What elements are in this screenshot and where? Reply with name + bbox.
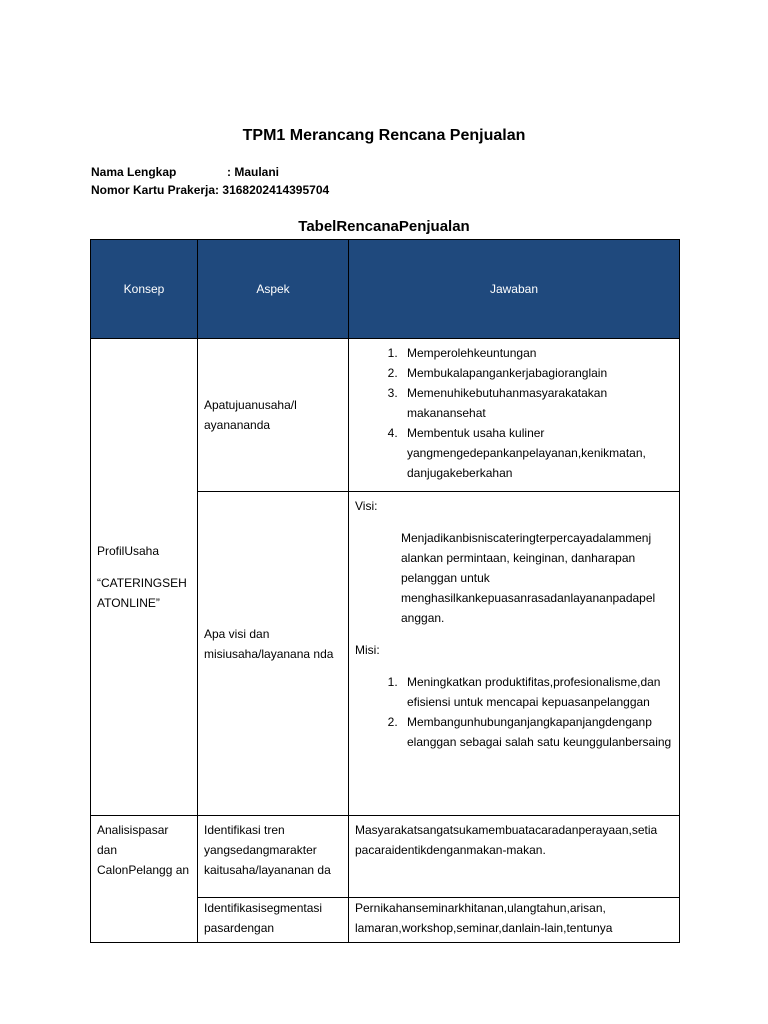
sales-plan-table [90,239,680,943]
konsep-analisis-cell [91,816,198,943]
visi-label: Visi: [355,499,378,513]
konsep-profil-cell [91,339,198,816]
card-number-label: Nomor Kartu Prakerja: [91,183,220,197]
list-item: 1. Memperolehkeuntungan [401,343,673,363]
konsep-analisis-text: Analisispasar dan CalonPelangg an [97,823,190,877]
table-row [91,816,680,898]
konsep-profil-name: “CATERINGSEH ATONLINE” [97,576,187,610]
visi-text: Menjadikanbisniscateringterpercayadalammenj alankan permintaan, keinginan, danharapan pelanggan untuk menghasilkankepuasanrasadanlayananpadapel anggan. [401,531,656,625]
list-item: 2. Membangunhubunganjangkapanjangdenganp elanggan sebagai salah satu keunggulanbersaing [401,712,673,752]
misi-label: Misi: [355,643,380,657]
jawaban-tren-text: Masyarakatsangatsukamembuatacaradanperayaan,setia pacaraidentikdenganmakan-makan. [355,823,658,857]
jawaban-segmen-cell [349,898,680,943]
card-number-value: 3168202414395704 [222,183,330,197]
aspek-tren-text: Identifikasi tren yangsedangmarakter kaitusaha/layananan da [204,823,331,877]
misi-list [355,672,673,752]
document-title: TPM1 Merancang Rencana Penjualan [242,127,526,144]
jawaban-visi-misi-cell [349,492,680,816]
jawaban-tren-cell [349,816,680,898]
jawaban-segmen-text: Pernikahanseminarkhitanan,ulangtahun,arisan, lamaran,workshop,seminar,danlain-lain,tentunya [355,901,613,935]
card-number-line [91,183,329,197]
header-jawaban: Jawaban [349,240,680,339]
jawaban-tujuan-cell [349,339,680,492]
aspek-segmen-cell [198,898,349,943]
aspek-tujuan-cell [198,339,349,492]
table-row [91,339,680,492]
list-item: 4. Membentuk usaha kuliner yangmengedepankanpelayanan,kenikmatan, danjugakeberkahan [401,423,673,483]
aspek-visi-text: Apa visi dan misiusaha/layanana nda [204,627,334,661]
header-aspek: Aspek [198,240,349,339]
tujuan-list [355,343,673,483]
list-item: 3. Memenuhikebutuhanmasyarakatakan makanansehat [401,383,673,423]
list-item: 1. Meningkatkan produktifitas,profesionalisme,dan efisiensi untuk mencapai kepuasanpelanggan [401,672,673,712]
aspek-tujuan-text: Apatujuanusaha/l ayanananda [204,398,297,432]
konsep-profil-label: ProfilUsaha [97,544,160,558]
table-header-row [91,240,680,339]
aspek-segmen-text: Identifikasisegmentasi pasardengan [204,901,323,935]
name-label: Nama Lengkap [91,165,177,179]
aspek-visi-cell [198,492,349,816]
aspek-tren-cell [198,816,349,898]
table-title: TabelRencanaPenjualan [298,218,470,235]
header-konsep: Konsep [91,240,198,339]
name-line [91,165,279,179]
list-item: 2. Membukalapangankerjabagioranglain [401,363,673,383]
name-value: : Maulani [227,165,280,179]
